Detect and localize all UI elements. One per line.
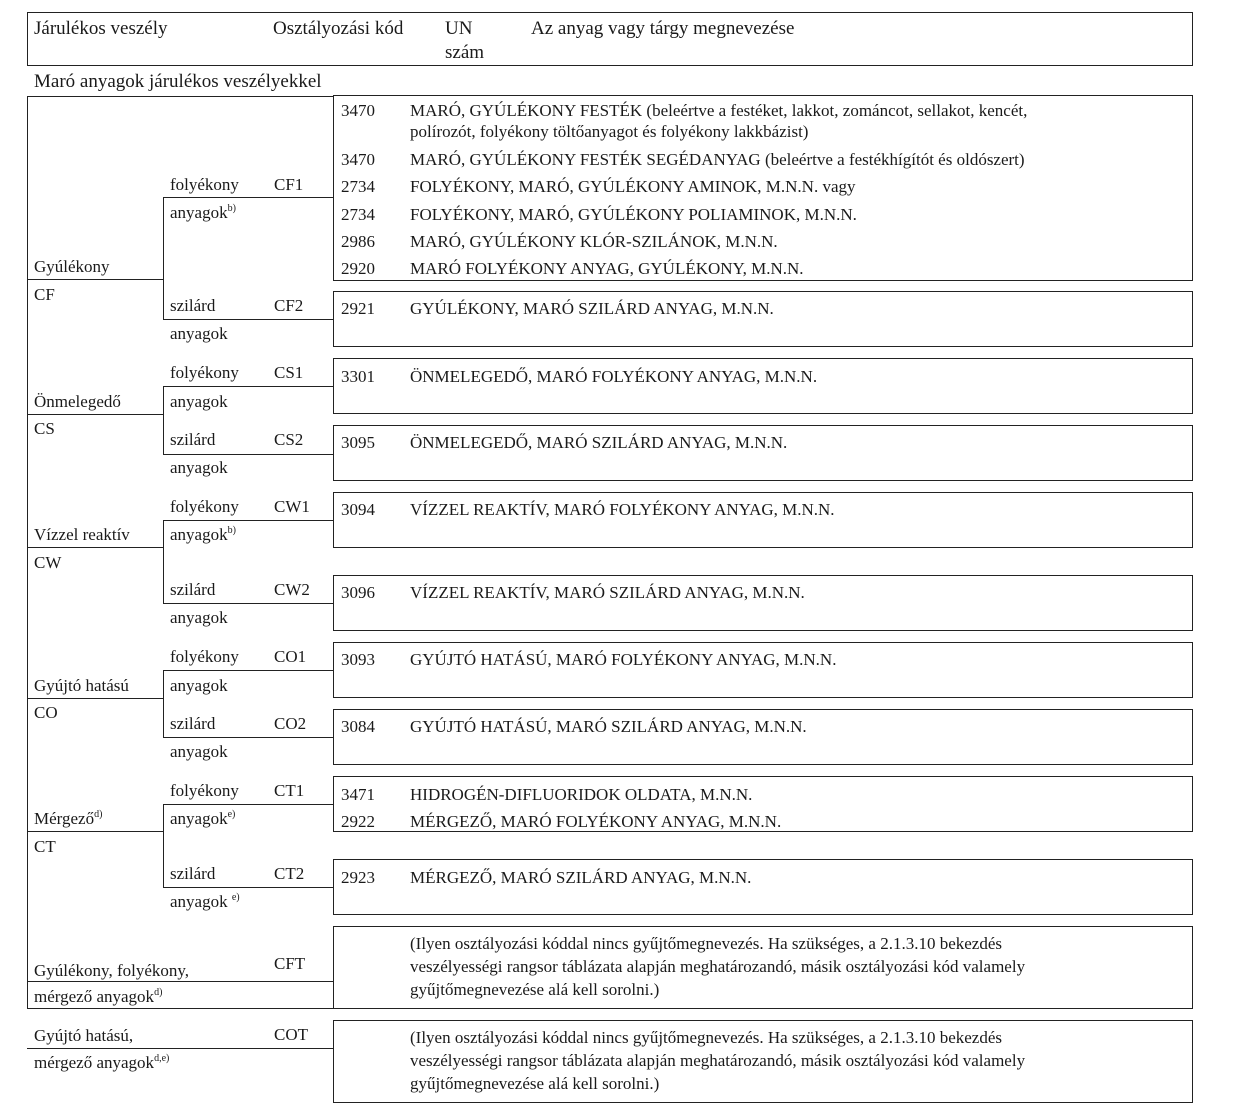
code-co1: CO1 [274, 647, 307, 666]
ct2-entry-un: 2923 [341, 868, 375, 887]
code-cft: CFT [274, 954, 306, 973]
ct1-entry-2-un: 2922 [341, 812, 375, 831]
ct-branch [163, 804, 164, 887]
code-cw2: CW2 [274, 580, 310, 599]
cf-branch [163, 197, 164, 319]
ct2-line [163, 887, 333, 888]
cot-line [27, 1048, 333, 1049]
cf1-sub-1: folyékony [170, 175, 239, 194]
hazard-cf-name: Gyúlékony [34, 257, 110, 276]
cot-note-1: (Ilyen osztályozási kóddal nincs gyűjtőmegnevezés. Ha szükséges, a 2.1.3.10 bekezdés [410, 1028, 1002, 1047]
cw2-entry-un: 3096 [341, 583, 375, 602]
ct2-sub-2: anyagok $^{e)}$ [170, 892, 240, 911]
tree-top-line [27, 96, 333, 97]
co1-line [163, 670, 333, 671]
co2-entry-un: 3084 [341, 717, 375, 736]
cf1-entry-3-name: FOLYÉKONY, MARÓ, GYÚLÉKONY AMINOK, M.N.N. vagy [410, 177, 856, 196]
cf1-entry-4-un: 2734 [341, 205, 375, 224]
cw2-entry-name: VÍZZEL REAKTÍV, MARÓ SZILÁRD ANYAG, M.N.N. [410, 583, 805, 602]
header-name: Az anyag vagy tárgy megnevezése [531, 18, 795, 39]
cot-note-2: veszélyességi rangsor táblázata alapján meghatározandó, másik osztályozási kód valamely [410, 1051, 1026, 1070]
ct2-sub-1: szilárd [170, 864, 216, 883]
hazard-cw-code: CW [34, 553, 62, 572]
cs-branch [163, 386, 164, 454]
cs1-entry-name: ÖNMELEGEDŐ, MARÓ FOLYÉKONY ANYAG, M.N.N. [410, 367, 818, 386]
cf-line [27, 279, 163, 280]
co-branch [163, 670, 164, 737]
cf1-entry-5-name: MARÓ, GYÚLÉKONY KLÓR-SZILÁNOK, M.N.N. [410, 232, 778, 251]
cw2-sub-1: szilárd [170, 580, 216, 599]
ct1-sub-1: folyékony [170, 781, 239, 800]
header-un-2: szám [445, 42, 485, 63]
cw1-entry-un: 3094 [341, 500, 375, 519]
cw-branch [163, 520, 164, 603]
cft-note-2: veszélyességi rangsor táblázata alapján meghatározandó, másik osztályozási kód valamely [410, 957, 1026, 976]
cf1-entry-3-un: 2734 [341, 177, 375, 196]
ct1-entry-2-name: MÉRGEZŐ, MARÓ FOLYÉKONY ANYAG, M.N.N. [410, 812, 782, 831]
hazard-cft-name-1: Gyúlékony, folyékony, [34, 961, 190, 980]
code-ct2: CT2 [274, 864, 305, 883]
cs1-sub-2: anyagok [170, 392, 228, 411]
cw1-sub-2: anyagok$^{b)}$ [170, 525, 236, 544]
co1-sub-1: folyékony [170, 647, 239, 666]
cf2-line [163, 319, 333, 320]
cs2-sub-2: anyagok [170, 458, 228, 477]
cf1-line [163, 197, 333, 198]
cf2-sub-2: anyagok [170, 324, 228, 343]
code-cot: COT [274, 1025, 308, 1044]
code-ct1: CT1 [274, 781, 305, 800]
cf1-entry-1-un: 3470 [341, 101, 375, 120]
ct1-entry-1-un: 3471 [341, 785, 375, 804]
cf1-entry-1-name: MARÓ, GYÚLÉKONY FESTÉK (beleértve a festéket, lakkot, zománcot, sellakot, kencét, [410, 101, 1028, 120]
cw1-entry-name: VÍZZEL REAKTÍV, MARÓ FOLYÉKONY ANYAG, M.N.N. [410, 500, 835, 519]
ct1-line [163, 804, 333, 805]
hazard-cf-code: CF [34, 285, 55, 304]
co2-sub-1: szilárd [170, 714, 216, 733]
cw-line [27, 547, 163, 548]
co-line [27, 698, 163, 699]
cf1-entry-1-name-2: polírozót, folyékony töltőanyagot és folyékony lakkbázist) [410, 122, 809, 141]
cf1-entry-6-un: 2920 [341, 259, 375, 278]
hazard-ct-name: Mérgező$^{d)}$ [34, 809, 103, 828]
hazard-cs-name: Önmelegedő [34, 392, 121, 411]
hazard-cot-name-2: mérgező anyagok$^{d,e)}$ [34, 1053, 170, 1072]
code-cf1: CF1 [274, 175, 304, 194]
cft-line [27, 981, 333, 982]
cs2-sub-1: szilárd [170, 430, 216, 449]
cf2-entry-name: GYÚLÉKONY, MARÓ SZILÁRD ANYAG, M.N.N. [410, 299, 774, 318]
co1-entry-name: GYÚJTÓ HATÁSÚ, MARÓ FOLYÉKONY ANYAG, M.N.N. [410, 650, 837, 669]
header-un-1: UN [445, 18, 473, 39]
cw1-line [163, 520, 333, 521]
cf1-entry-6-name: MARÓ FOLYÉKONY ANYAG, GYÚLÉKONY, M.N.N. [410, 259, 804, 278]
ct1-sub-2: anyagok$^{e)}$ [170, 809, 236, 828]
co2-entry-name: GYÚJTÓ HATÁSÚ, MARÓ SZILÁRD ANYAG, M.N.N. [410, 717, 807, 736]
hazard-cw-name: Vízzel reaktív [34, 525, 130, 544]
co2-sub-2: anyagok [170, 742, 228, 761]
cf1-sub-2: anyagok$^{b)}$ [170, 203, 236, 222]
hazard-cft-name-2: mérgező anyagok$^{d)}$ [34, 987, 163, 1006]
cot-note-3: gyűjtőmegnevezése alá kell sorolni.) [410, 1074, 660, 1093]
cw2-sub-2: anyagok [170, 608, 228, 627]
cf1-entry-2-un: 3470 [341, 150, 375, 169]
cw2-line [163, 603, 333, 604]
cs2-line [163, 454, 333, 455]
cs1-line [163, 386, 333, 387]
cf1-entry-2-name: MARÓ, GYÚLÉKONY FESTÉK SEGÉDANYAG (beleértve a festékhígítót és oldószert) [410, 150, 1025, 169]
co2-line [163, 737, 333, 738]
hazard-cs-code: CS [34, 419, 55, 438]
cf1-entry-4-name: FOLYÉKONY, MARÓ, GYÚLÉKONY POLIAMINOK, M.N.N. [410, 205, 857, 224]
tree-trunk [27, 96, 28, 1008]
co1-entry-un: 3093 [341, 650, 375, 669]
hazard-cot-name-1: Gyújtó hatású, [34, 1026, 134, 1045]
code-cw1: CW1 [274, 497, 310, 516]
ct2-entry-name: MÉRGEZŐ, MARÓ SZILÁRD ANYAG, M.N.N. [410, 868, 752, 887]
ct-line [27, 831, 163, 832]
cf2-sub-1: szilárd [170, 296, 216, 315]
section-title: Maró anyagok járulékos veszélyekkel [34, 71, 322, 92]
cft-note-1: (Ilyen osztályozási kóddal nincs gyűjtőmegnevezés. Ha szükséges, a 2.1.3.10 bekezdés [410, 934, 1002, 953]
code-cs2: CS2 [274, 430, 304, 449]
hazard-co-code: CO [34, 703, 58, 722]
code-cs1: CS1 [274, 363, 304, 382]
cft-bottom-line [27, 1008, 333, 1009]
cw1-sub-1: folyékony [170, 497, 239, 516]
header-hazard: Járulékos veszély [34, 18, 168, 39]
hazard-co-name: Gyújtó hatású [34, 676, 129, 695]
cft-note-3: gyűjtőmegnevezése alá kell sorolni.) [410, 980, 660, 999]
code-co2: CO2 [274, 714, 307, 733]
cs1-entry-un: 3301 [341, 367, 375, 386]
cf1-entry-5-un: 2986 [341, 232, 375, 251]
cs2-entry-name: ÖNMELEGEDŐ, MARÓ SZILÁRD ANYAG, M.N.N. [410, 433, 788, 452]
cs-line [27, 414, 163, 415]
ct1-entry-1-name: HIDROGÉN-DIFLUORIDOK OLDATA, M.N.N. [410, 785, 753, 804]
hazard-ct-code: CT [34, 837, 56, 856]
cs1-sub-1: folyékony [170, 363, 239, 382]
cf2-entry-un: 2921 [341, 299, 375, 318]
cs2-entry-un: 3095 [341, 433, 375, 452]
co1-sub-2: anyagok [170, 676, 228, 695]
header-code: Osztályozási kód [273, 18, 404, 39]
code-cf2: CF2 [274, 296, 304, 315]
